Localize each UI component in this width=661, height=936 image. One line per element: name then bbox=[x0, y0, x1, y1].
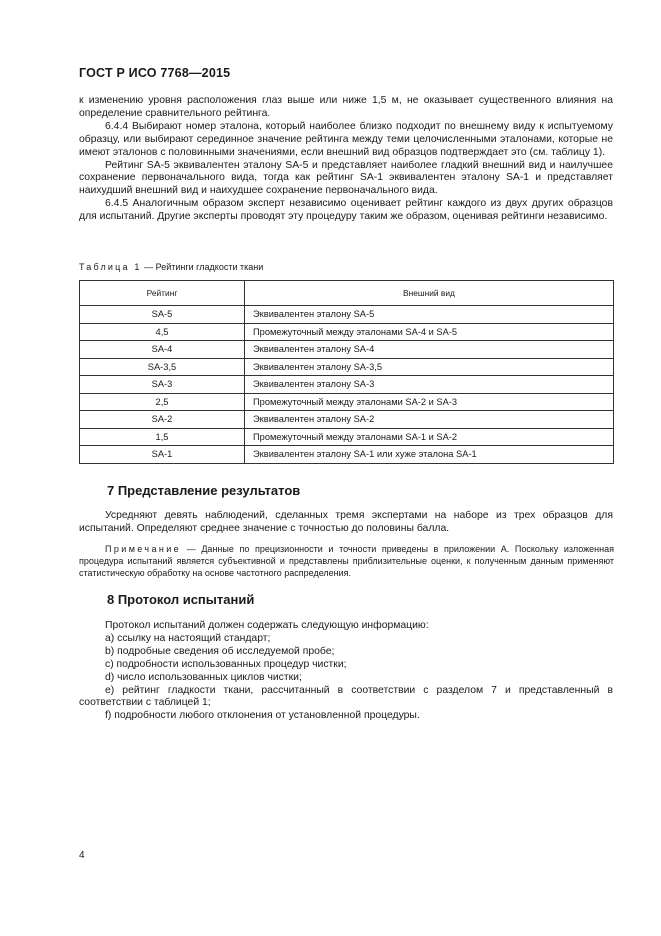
paragraph: Рейтинг SA-5 эквивалентен эталону SA-5 и представляет наиболее гладкий внешний вид и наилучшее сохранение первоначального вида, тогда как рейтинг SA-1 эквивалентен эталону SA-1 и представляет наихудший внешний вид и наихудшее сохранение первоначального вида. bbox=[79, 159, 613, 197]
appearance-cell: Эквивалентен эталону SA-4 bbox=[245, 341, 614, 359]
rating-cell: 1,5 bbox=[80, 428, 245, 446]
section-7-text bbox=[79, 510, 613, 536]
rating-cell: SA-3 bbox=[80, 376, 245, 394]
paragraph: к изменению уровня расположения глаз выше или ниже 1,5 м, не оказывает существенного влияния на определение сравнительного рейтинга. bbox=[79, 95, 613, 119]
table-row bbox=[80, 446, 614, 464]
appearance-cell: Эквивалентен эталону SA-1 или хуже эталона SA-1 bbox=[245, 446, 614, 464]
appearance-cell: Эквивалентен эталону SA-3,5 bbox=[245, 358, 614, 376]
smoothness-rating-table bbox=[79, 280, 614, 464]
rating-cell: SA-2 bbox=[80, 411, 245, 429]
table-row bbox=[80, 358, 614, 376]
list-item: f) подробности любого отклонения от установленной процедуры. bbox=[105, 710, 420, 722]
rating-cell: 4,5 bbox=[80, 323, 245, 341]
list-item: c) подробности использованных процедур чистки; bbox=[105, 658, 347, 670]
paragraph: Протокол испытаний должен содержать следующую информацию: bbox=[105, 620, 429, 631]
table-row bbox=[80, 411, 614, 429]
note-paragraph bbox=[79, 543, 614, 580]
table-row bbox=[80, 428, 614, 446]
list-item: a) ссылку на настоящий стандарт; bbox=[105, 632, 271, 644]
table-caption-prefix: Таблица 1 bbox=[79, 262, 142, 272]
column-header-appearance: Внешний вид bbox=[245, 281, 614, 306]
rating-cell: SA-1 bbox=[80, 446, 245, 464]
section-8-text bbox=[79, 620, 613, 723]
list-item: e) рейтинг гладкости ткани, рассчитанный в соответствии с разделом 7 и представленный в соответствии с таблицей 1; bbox=[79, 684, 613, 709]
paragraph: 6.4.4 Выбирают номер эталона, который наиболее близко подходит по внешнему виду к испытуемому образцу, или выбирают серединное значение рейтинга между теми целочисленными эталонами, которые не имеют эталонов с половинными значениями, если внешний вид образцов подтверждает это (см. таблицу 1). bbox=[79, 120, 613, 158]
appearance-cell: Промежуточный между эталонами SA-4 и SA-5 bbox=[245, 323, 614, 341]
paragraph: 6.4.5 Аналогичным образом эксперт независимо оценивает рейтинг каждого из двух других образцов для испытаний. Другие эксперты проводят эту процедуру таким же образом, оценивая рейтинги независимо. bbox=[79, 198, 613, 223]
table-caption bbox=[79, 262, 263, 272]
section-7-note bbox=[79, 543, 614, 580]
table-row bbox=[80, 393, 614, 411]
note-label: Примечание bbox=[105, 544, 182, 554]
rating-cell: SA-3,5 bbox=[80, 358, 245, 376]
appearance-cell: Промежуточный между эталонами SA-1 и SA-2 bbox=[245, 428, 614, 446]
column-header-rating: Рейтинг bbox=[80, 281, 245, 306]
intro-text bbox=[79, 95, 613, 224]
standard-header: ГОСТ Р ИСО 7768—2015 bbox=[79, 66, 231, 80]
table-row bbox=[80, 341, 614, 359]
appearance-cell: Эквивалентен эталону SA-2 bbox=[245, 411, 614, 429]
note-text: — Данные по прецизионности и точности приведены в приложении А. Поскольку изложенная процедура испытаний является субъективной и представлены приблизительные оценки, к полученным данным применяют статистическую обработку на основе частотного распределения. bbox=[79, 544, 614, 579]
rating-cell: SA-4 bbox=[80, 341, 245, 359]
paragraph: Усредняют девять наблюдений, сделанных тремя экспертами на наборе из трех образцов для испытаний. Определяют среднее значение с точностью до половины балла. bbox=[79, 510, 613, 534]
appearance-cell: Эквивалентен эталону SA-3 bbox=[245, 376, 614, 394]
table-row bbox=[80, 376, 614, 394]
list-item: d) число использованных циклов чистки; bbox=[105, 671, 302, 683]
appearance-cell: Эквивалентен эталону SA-5 bbox=[245, 306, 614, 324]
appearance-cell: Промежуточный между эталонами SA-2 и SA-3 bbox=[245, 393, 614, 411]
rating-cell: 2,5 bbox=[80, 393, 245, 411]
section-8-title: 8 Протокол испытаний bbox=[107, 592, 255, 607]
rating-cell: SA-5 bbox=[80, 306, 245, 324]
table-header-row bbox=[80, 281, 614, 306]
section-7-title: 7 Представление результатов bbox=[107, 483, 301, 498]
table-row bbox=[80, 306, 614, 324]
list-item: b) подробные сведения об исследуемой пробе; bbox=[105, 645, 335, 657]
table-caption-title: — Рейтинги гладкости ткани bbox=[141, 262, 264, 272]
table-row bbox=[80, 323, 614, 341]
page-number: 4 bbox=[79, 850, 85, 861]
